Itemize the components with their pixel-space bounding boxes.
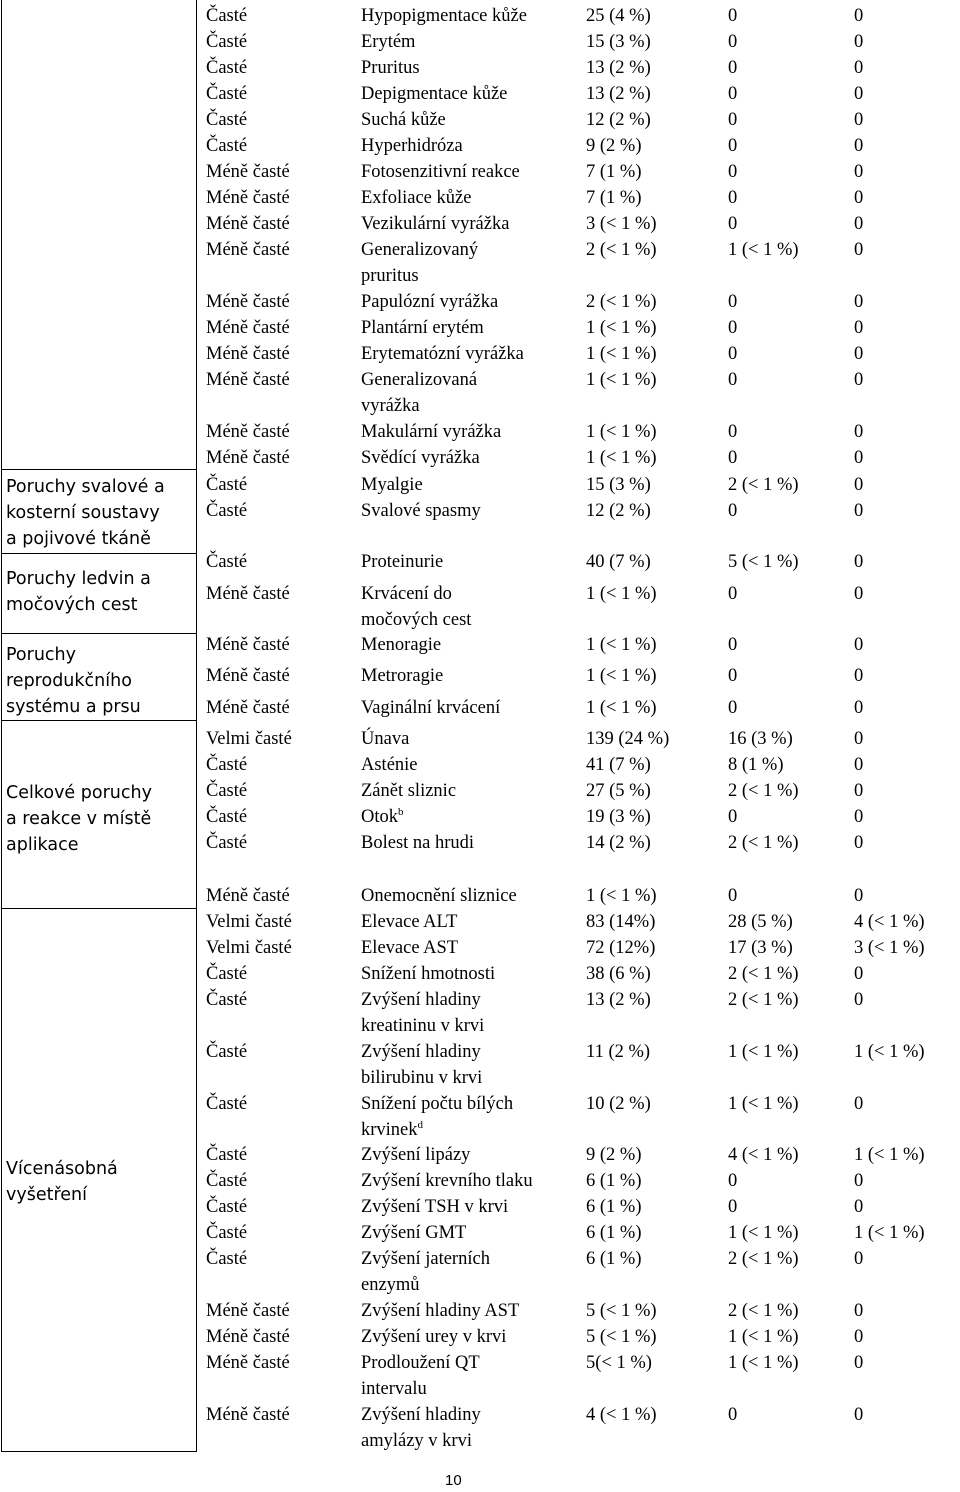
all-grades-cell: 1 (< 1 %) <box>586 886 657 906</box>
grade3-cell: 0 <box>728 84 738 104</box>
term-cell: Myalgie <box>361 475 423 495</box>
grade4-cell: 0 <box>854 32 864 52</box>
term-cell: Zvýšení hladiny AST <box>361 1301 520 1321</box>
term-cell: Plantární erytém <box>361 318 484 338</box>
grade4-cell: 0 <box>854 729 864 749</box>
all-grades-cell: 9 (2 %) <box>586 1145 642 1165</box>
frequency-cell: Časté <box>206 1094 248 1114</box>
all-grades-cell: 1 (< 1 %) <box>586 584 657 604</box>
all-grades-cell: 72 (12%) <box>586 938 656 958</box>
table-left-border <box>1 0 2 1452</box>
frequency-cell: Méně časté <box>206 635 290 655</box>
frequency-cell: Méně časté <box>206 1301 290 1321</box>
frequency-cell: Časté <box>206 501 248 521</box>
grade4-cell: 0 <box>854 1249 864 1269</box>
grade3-cell: 0 <box>728 344 738 364</box>
term-cell: Zánět sliznic <box>361 781 457 801</box>
grade3-cell: 2 (< 1 %) <box>728 833 799 853</box>
grade3-cell: 28 (5 %) <box>728 912 793 932</box>
all-grades-cell: 11 (2 %) <box>586 1042 651 1062</box>
grade3-cell: 0 <box>728 58 738 78</box>
grade3-cell: 1 (< 1 %) <box>728 240 799 260</box>
all-grades-cell: 1 (< 1 %) <box>586 318 657 338</box>
term-cell: Zvýšení jaterních enzymů <box>361 1249 490 1295</box>
group-divider <box>1 908 197 909</box>
frequency-cell: Časté <box>206 6 248 26</box>
frequency-cell: Časté <box>206 1249 248 1269</box>
all-grades-cell: 13 (2 %) <box>586 84 651 104</box>
grade3-cell: 0 <box>728 110 738 130</box>
all-grades-cell: 19 (3 %) <box>586 807 651 827</box>
all-grades-cell: 5(< 1 %) <box>586 1353 652 1373</box>
all-grades-cell: 13 (2 %) <box>586 58 651 78</box>
soc-label-musculoskeletal: Poruchy svalové a kosterní soustavy a pojivové tkáně <box>6 477 165 549</box>
frequency-cell: Časté <box>206 833 248 853</box>
frequency-cell: Časté <box>206 755 248 775</box>
frequency-cell: Velmi časté <box>206 912 292 932</box>
grade4-cell: 1 (< 1 %) <box>854 1223 925 1243</box>
term-cell: Elevace ALT <box>361 912 458 932</box>
grade3-cell: 0 <box>728 698 738 718</box>
all-grades-cell: 1 (< 1 %) <box>586 344 657 364</box>
term-cell: Onemocnění sliznice <box>361 886 517 906</box>
term-cell: Erytematózní vyrážka <box>361 344 524 364</box>
soc-label-renal: Poruchy ledvin a močových cest <box>6 569 151 615</box>
term-cell: Asténie <box>361 755 418 775</box>
grade3-cell: 1 (< 1 %) <box>728 1327 799 1347</box>
grade4-cell: 0 <box>854 807 864 827</box>
grade3-cell: 5 (< 1 %) <box>728 552 799 572</box>
term-cell: Erytém <box>361 32 416 52</box>
grade3-cell: 0 <box>728 422 738 442</box>
term-cell: Depigmentace kůže <box>361 84 508 104</box>
grade3-cell: 0 <box>728 635 738 655</box>
frequency-cell: Méně časté <box>206 188 290 208</box>
term-cell: Exfoliace kůže <box>361 188 472 208</box>
grade3-cell: 0 <box>728 318 738 338</box>
all-grades-cell: 13 (2 %) <box>586 990 651 1010</box>
term-cell: Zvýšení krevního tlaku <box>361 1171 533 1191</box>
grade3-cell: 0 <box>728 1405 738 1425</box>
grade3-cell: 2 (< 1 %) <box>728 1301 799 1321</box>
frequency-cell: Méně časté <box>206 422 290 442</box>
grade3-cell: 2 (< 1 %) <box>728 1249 799 1269</box>
soc-label-reproductive: Poruchy reprodukčního systému a prsu <box>6 645 141 717</box>
grade4-cell: 0 <box>854 6 864 26</box>
frequency-cell: Časté <box>206 1223 248 1243</box>
all-grades-cell: 1 (< 1 %) <box>586 666 657 686</box>
all-grades-cell: 25 (4 %) <box>586 6 651 26</box>
group-divider <box>1 469 197 470</box>
term-cell: Únava <box>361 729 410 749</box>
grade4-cell: 0 <box>854 833 864 853</box>
grade4-cell: 1 (< 1 %) <box>854 1145 925 1165</box>
grade3-cell: 0 <box>728 214 738 234</box>
term-cell: Pruritus <box>361 58 420 78</box>
all-grades-cell: 5 (< 1 %) <box>586 1327 657 1347</box>
frequency-cell: Méně časté <box>206 698 290 718</box>
grade4-cell: 0 <box>854 990 864 1010</box>
grade3-cell: 17 (3 %) <box>728 938 793 958</box>
grade3-cell: 0 <box>728 136 738 156</box>
term-cell: Makulární vyrážka <box>361 422 502 442</box>
grade4-cell: 0 <box>854 162 864 182</box>
frequency-cell: Časté <box>206 1171 248 1191</box>
grade4-cell: 3 (< 1 %) <box>854 938 925 958</box>
all-grades-cell: 12 (2 %) <box>586 110 651 130</box>
grade4-cell: 0 <box>854 475 864 495</box>
grade4-cell: 0 <box>854 1301 864 1321</box>
grade4-cell: 0 <box>854 188 864 208</box>
grade3-cell: 0 <box>728 162 738 182</box>
grade3-cell: 0 <box>728 32 738 52</box>
term-cell: Hypopigmentace kůže <box>361 6 527 26</box>
term-cell: Zvýšení TSH v krvi <box>361 1197 509 1217</box>
term-cell: Otok$^b$ <box>361 805 404 827</box>
grade3-cell: 0 <box>728 807 738 827</box>
frequency-cell: Méně časté <box>206 292 290 312</box>
grade3-cell: 2 (< 1 %) <box>728 990 799 1010</box>
grade4-cell: 0 <box>854 136 864 156</box>
all-grades-cell: 4 (< 1 %) <box>586 1405 657 1425</box>
grade4-cell: 0 <box>854 84 864 104</box>
grade4-cell: 0 <box>854 755 864 775</box>
grade4-cell: 0 <box>854 698 864 718</box>
frequency-cell: Méně časté <box>206 584 290 604</box>
grade3-cell: 0 <box>728 448 738 468</box>
frequency-cell: Méně časté <box>206 666 290 686</box>
frequency-cell: Velmi časté <box>206 729 292 749</box>
frequency-cell: Časté <box>206 84 248 104</box>
all-grades-cell: 6 (1 %) <box>586 1223 642 1243</box>
grade4-cell: 1 (< 1 %) <box>854 1042 925 1062</box>
frequency-cell: Časté <box>206 110 248 130</box>
term-cell: Suchá kůže <box>361 110 446 130</box>
term-cell: Zvýšení hladiny bilirubinu v krvi <box>361 1042 483 1088</box>
term-cell: Snížení počtu bílých krvinek$^d$ <box>361 1094 514 1140</box>
all-grades-cell: 40 (7 %) <box>586 552 651 572</box>
grade4-cell: 0 <box>854 781 864 801</box>
frequency-cell: Časté <box>206 136 248 156</box>
all-grades-cell: 38 (6 %) <box>586 964 651 984</box>
table-column-divider <box>196 0 197 1452</box>
grade3-cell: 2 (< 1 %) <box>728 475 799 495</box>
all-grades-cell: 1 (< 1 %) <box>586 370 657 390</box>
all-grades-cell: 6 (1 %) <box>586 1249 642 1269</box>
grade4-cell: 0 <box>854 292 864 312</box>
term-cell: Vaginální krvácení <box>361 698 501 718</box>
frequency-cell: Časté <box>206 58 248 78</box>
frequency-cell: Časté <box>206 990 248 1010</box>
all-grades-cell: 6 (1 %) <box>586 1171 642 1191</box>
all-grades-cell: 15 (3 %) <box>586 475 651 495</box>
grade4-cell: 0 <box>854 1327 864 1347</box>
all-grades-cell: 10 (2 %) <box>586 1094 651 1114</box>
soc-label-general: Celkové poruchy a reakce v místě aplikace <box>6 783 152 855</box>
all-grades-cell: 1 (< 1 %) <box>586 422 657 442</box>
frequency-cell: Časté <box>206 807 248 827</box>
grade4-cell: 0 <box>854 666 864 686</box>
all-grades-cell: 7 (1 %) <box>586 162 642 182</box>
term-cell: Papulózní vyrážka <box>361 292 499 312</box>
frequency-cell: Časté <box>206 552 248 572</box>
grade4-cell: 0 <box>854 58 864 78</box>
group-divider <box>1 553 197 554</box>
all-grades-cell: 6 (1 %) <box>586 1197 642 1217</box>
frequency-cell: Časté <box>206 1042 248 1062</box>
grade3-cell: 1 (< 1 %) <box>728 1223 799 1243</box>
all-grades-cell: 12 (2 %) <box>586 501 651 521</box>
grade4-cell: 0 <box>854 1353 864 1373</box>
all-grades-cell: 83 (14%) <box>586 912 656 932</box>
grade3-cell: 0 <box>728 1197 738 1217</box>
frequency-cell: Velmi časté <box>206 938 292 958</box>
term-cell: Vezikulární vyrážka <box>361 214 510 234</box>
frequency-cell: Méně časté <box>206 370 290 390</box>
grade4-cell: 0 <box>854 448 864 468</box>
footnote-marker: b <box>398 805 404 818</box>
table-bottom-border <box>1 1451 197 1452</box>
frequency-cell: Časté <box>206 475 248 495</box>
grade3-cell: 4 (< 1 %) <box>728 1145 799 1165</box>
term-cell: Bolest na hrudi <box>361 833 475 853</box>
frequency-cell: Méně časté <box>206 1353 290 1373</box>
frequency-cell: Časté <box>206 32 248 52</box>
term-cell: Proteinurie <box>361 552 444 572</box>
frequency-cell: Časté <box>206 781 248 801</box>
all-grades-cell: 41 (7 %) <box>586 755 651 775</box>
term-cell: Fotosenzitivní reakce <box>361 162 520 182</box>
grade4-cell: 0 <box>854 1405 864 1425</box>
frequency-cell: Méně časté <box>206 240 290 260</box>
all-grades-cell: 14 (2 %) <box>586 833 651 853</box>
term-cell: Generalizovaná vyrážka <box>361 370 478 416</box>
all-grades-cell: 2 (< 1 %) <box>586 240 657 260</box>
group-divider <box>1 720 197 721</box>
grade4-cell: 0 <box>854 964 864 984</box>
grade3-cell: 0 <box>728 6 738 26</box>
grade4-cell: 0 <box>854 1094 864 1114</box>
grade4-cell: 0 <box>854 344 864 364</box>
all-grades-cell: 2 (< 1 %) <box>586 292 657 312</box>
group-divider <box>1 633 197 634</box>
term-cell: Hyperhidróza <box>361 136 463 156</box>
grade4-cell: 0 <box>854 1171 864 1191</box>
grade4-cell: 0 <box>854 110 864 130</box>
frequency-cell: Méně časté <box>206 1327 290 1347</box>
grade4-cell: 0 <box>854 370 864 390</box>
grade3-cell: 16 (3 %) <box>728 729 793 749</box>
grade3-cell: 1 (< 1 %) <box>728 1094 799 1114</box>
grade4-cell: 0 <box>854 214 864 234</box>
grade3-cell: 1 (< 1 %) <box>728 1042 799 1062</box>
term-cell: Zvýšení lipázy <box>361 1145 471 1165</box>
frequency-cell: Méně časté <box>206 886 290 906</box>
all-grades-cell: 27 (5 %) <box>586 781 651 801</box>
grade4-cell: 0 <box>854 422 864 442</box>
all-grades-cell: 9 (2 %) <box>586 136 642 156</box>
term-cell: Menoragie <box>361 635 442 655</box>
frequency-cell: Méně časté <box>206 344 290 364</box>
frequency-cell: Méně časté <box>206 448 290 468</box>
grade4-cell: 4 (< 1 %) <box>854 912 925 932</box>
all-grades-cell: 7 (1 %) <box>586 188 642 208</box>
term-cell: Svalové spasmy <box>361 501 481 521</box>
grade4-cell: 0 <box>854 240 864 260</box>
grade4-cell: 0 <box>854 584 864 604</box>
all-grades-cell: 1 (< 1 %) <box>586 698 657 718</box>
all-grades-cell: 5 (< 1 %) <box>586 1301 657 1321</box>
term-cell: Prodloužení QT intervalu <box>361 1353 480 1399</box>
grade4-cell: 0 <box>854 501 864 521</box>
term-cell: Metroragie <box>361 666 444 686</box>
all-grades-cell: 3 (< 1 %) <box>586 214 657 234</box>
page-number: 10 <box>445 1472 462 1489</box>
frequency-cell: Časté <box>206 1145 248 1165</box>
frequency-cell: Méně časté <box>206 1405 290 1425</box>
grade3-cell: 0 <box>728 370 738 390</box>
grade3-cell: 1 (< 1 %) <box>728 1353 799 1373</box>
grade3-cell: 0 <box>728 1171 738 1191</box>
all-grades-cell: 1 (< 1 %) <box>586 635 657 655</box>
grade3-cell: 0 <box>728 292 738 312</box>
frequency-cell: Časté <box>206 1197 248 1217</box>
term-cell: Zvýšení hladiny kreatininu v krvi <box>361 990 485 1036</box>
frequency-cell: Méně časté <box>206 162 290 182</box>
grade3-cell: 0 <box>728 584 738 604</box>
term-cell: Elevace AST <box>361 938 459 958</box>
grade3-cell: 2 (< 1 %) <box>728 781 799 801</box>
term-cell: Zvýšení GMT <box>361 1223 467 1243</box>
term-cell: Krvácení do močových cest <box>361 584 472 630</box>
grade3-cell: 0 <box>728 666 738 686</box>
all-grades-cell: 139 (24 %) <box>586 729 670 749</box>
term-cell: Zvýšení urey v krvi <box>361 1327 507 1347</box>
grade3-cell: 2 (< 1 %) <box>728 964 799 984</box>
grade3-cell: 0 <box>728 501 738 521</box>
frequency-cell: Méně časté <box>206 214 290 234</box>
grade4-cell: 0 <box>854 318 864 338</box>
grade4-cell: 0 <box>854 1197 864 1217</box>
term-cell: Generalizovaný pruritus <box>361 240 479 286</box>
soc-label-investigations: Vícenásobná vyšetření <box>6 1159 118 1205</box>
grade4-cell: 0 <box>854 552 864 572</box>
footnote-marker: d <box>417 1118 424 1131</box>
frequency-cell: Časté <box>206 964 248 984</box>
term-cell: Svědící vyrážka <box>361 448 480 468</box>
frequency-cell: Méně časté <box>206 318 290 338</box>
all-grades-cell: 1 (< 1 %) <box>586 448 657 468</box>
term-cell: Snížení hmotnosti <box>361 964 496 984</box>
all-grades-cell: 15 (3 %) <box>586 32 651 52</box>
grade3-cell: 0 <box>728 188 738 208</box>
term-cell: Zvýšení hladiny amylázy v krvi <box>361 1405 481 1451</box>
grade4-cell: 0 <box>854 886 864 906</box>
grade3-cell: 8 (1 %) <box>728 755 784 775</box>
grade4-cell: 0 <box>854 635 864 655</box>
grade3-cell: 0 <box>728 886 738 906</box>
